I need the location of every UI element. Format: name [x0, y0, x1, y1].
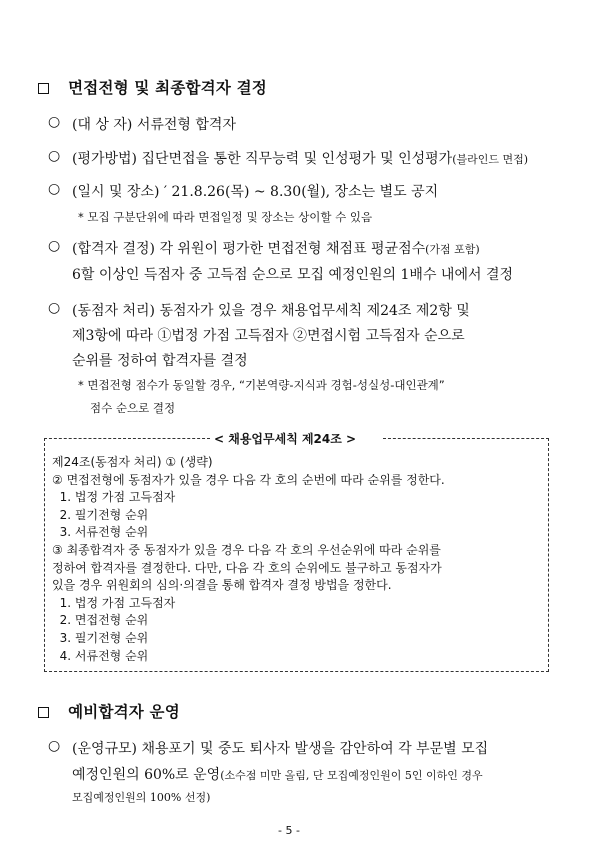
reserve-line2-small: (소수점 미만 올림, 단 모집예정인원이 5인 이하인 경우	[220, 769, 483, 782]
bullet-icon: ○	[48, 114, 61, 130]
item-tie-note2: 점수 순으로 결정	[90, 401, 176, 415]
law-line: 있을 경우 위원회의 심의·의결을 통해 합격자 결정 방법을 정한다.	[52, 578, 392, 593]
item-decision-small: (가점 포함)	[425, 243, 480, 256]
checkbox-square-icon	[38, 707, 49, 718]
law-line: ② 면접전형에 동점자가 있을 경우 다음 각 호의 순번에 따라 순위를 정한다.	[52, 472, 445, 487]
item-target: (대 상 자) 서류전형 합격자	[72, 117, 236, 133]
bullet-icon: ○	[48, 148, 61, 164]
item-tie-line2: 제3항에 따라 ①법정 가점 고득점자 ②면접시험 고득점자 순으로	[72, 328, 465, 344]
law-line: 4. 서류전형 순위	[52, 648, 149, 663]
section-heading-reserve	[38, 700, 180, 722]
item-method-small: (블라인드 면접)	[452, 153, 529, 166]
law-line: 3. 필기전형 순위	[52, 630, 149, 645]
reserve-line1: (운영규모) 채용포기 및 중도 퇴사자 발생을 감안하여 각 부문별 모집	[72, 741, 489, 757]
item-tie-note1: * 면접전형 점수가 동일할 경우, “기본역량-지식과 경험-성실성-대인관계”	[78, 378, 445, 392]
law-box-content	[52, 454, 445, 665]
item-decision-line1	[72, 238, 480, 258]
reserve-line3: 모집예정인원의 100% 선정)	[72, 791, 211, 804]
section-title: 예비합격자 운영	[68, 703, 180, 721]
item-schedule: (일시 및 장소) ′ 21.8.26(목) ~ 8.30(월), 장소는 별도 공지	[72, 184, 439, 200]
law-line: 3. 서류전형 순위	[52, 525, 149, 540]
item-decision-line2: 6할 이상인 득점자 중 고득점 순으로 모집 예정인원의 1배수 내에서 결정	[72, 267, 513, 283]
bullet-icon: ○	[48, 181, 61, 197]
bullet-icon: ○	[48, 738, 61, 754]
item-tie-line1: (동점자 처리) 동점자가 있을 경우 채용업무세칙 제24조 제2항 및	[72, 303, 470, 319]
item-tie-line3: 순위를 정하여 합격자를 결정	[72, 353, 248, 369]
reserve-line2-text: 예정인원의 60%로 운영	[72, 767, 221, 783]
bullet-icon: ○	[48, 238, 61, 254]
law-line: 2. 면접전형 순위	[52, 613, 149, 628]
page-number: - 5 -	[278, 824, 300, 837]
law-line: 정하여 합격자를 결정한다. 다만, 다음 각 호의 순위에도 불구하고 동점자가	[52, 560, 442, 575]
law-line: 1. 법정 가점 고득점자	[52, 490, 176, 505]
reserve-line2	[72, 764, 483, 784]
bullet-icon: ○	[48, 300, 61, 316]
law-line: 2. 필기전형 순위	[52, 507, 149, 522]
law-line: 1. 법정 가점 고득점자	[52, 595, 176, 610]
section-title: 면접전형 및 최종합격자 결정	[68, 79, 267, 97]
law-line: 제24조(동점자 처리) ① (생략)	[52, 455, 213, 469]
item-schedule-note: * 모집 구분단위에 따라 면접일정 및 장소는 상이할 수 있음	[78, 210, 373, 224]
item-decision-text: (합격자 결정) 각 위원이 평가한 면접전형 채점표 평균점수	[72, 241, 426, 257]
item-method-text: (평가방법) 집단면접을 통한 직무능력 및 인성평가 및 인성평가	[72, 151, 453, 167]
law-line: ③ 최종합격자 중 동점자가 있을 경우 다음 각 호의 우선순위에 따라 순위를	[52, 542, 441, 557]
law-box-title: < 채용업무세칙 제24조 >	[214, 432, 357, 446]
item-method	[72, 148, 528, 168]
checkbox-square-icon	[38, 83, 49, 94]
section-heading-interview	[38, 76, 267, 98]
